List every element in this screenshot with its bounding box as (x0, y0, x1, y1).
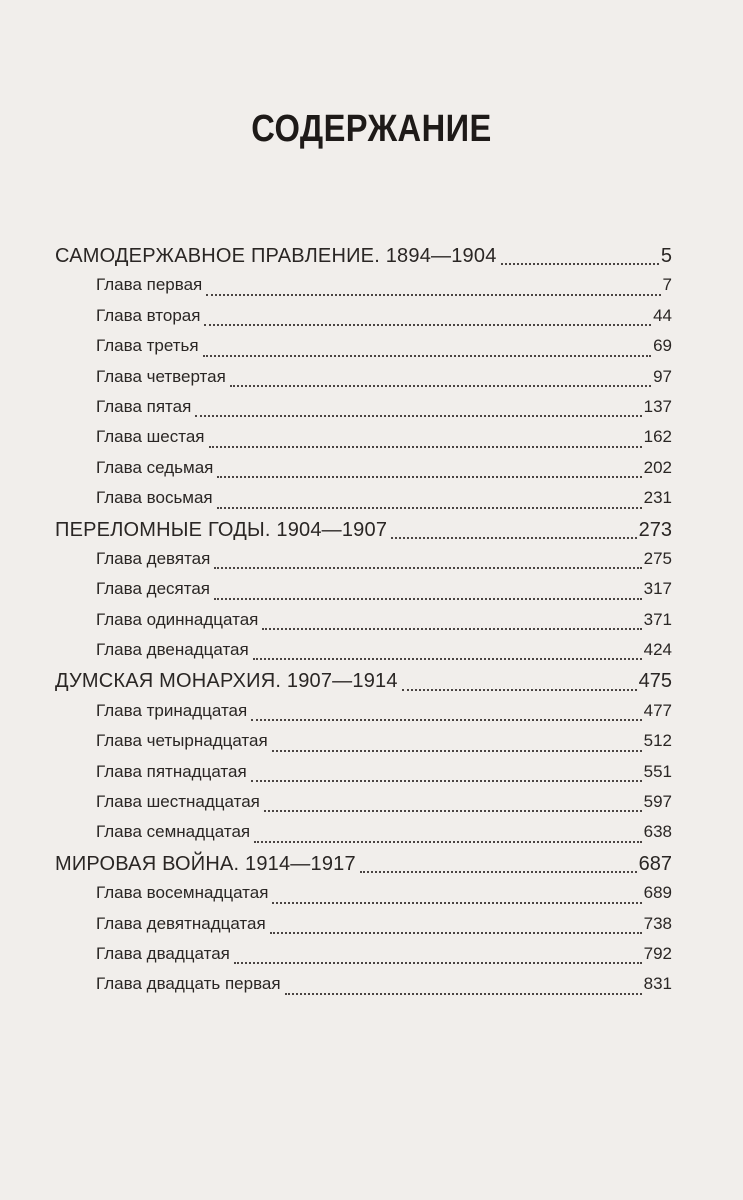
toc-chapter-title: Глава пятнадцатая (96, 761, 247, 781)
toc-chapter-title: Глава двадцатая (96, 943, 230, 963)
toc-chapter[interactable] (55, 397, 672, 427)
toc-chapter[interactable] (55, 336, 672, 366)
toc-chapter-title: Глава шестнадцатая (96, 792, 260, 812)
toc-chapter[interactable] (55, 488, 672, 518)
toc-chapter-title: Глава десятая (96, 579, 210, 599)
toc-page-number: 137 (643, 396, 672, 416)
toc-section-title: ДУМСКАЯ МОНАРХИЯ. 1907—1914 (55, 670, 398, 693)
toc-chapter-title: Глава третья (96, 336, 199, 356)
toc-section[interactable] (55, 670, 672, 700)
toc-chapter-title: Глава двадцать первая (96, 974, 281, 994)
dot-leader (402, 689, 637, 691)
toc-page-number: 792 (643, 943, 672, 963)
toc-page-number: 202 (643, 457, 672, 477)
toc-chapter[interactable] (55, 701, 672, 731)
toc-page-number: 44 (653, 305, 672, 325)
toc-chapter[interactable] (55, 275, 672, 305)
toc-page-number: 597 (643, 792, 672, 812)
dot-leader (234, 962, 642, 964)
toc-page-number: 738 (643, 913, 672, 933)
toc-chapter[interactable] (55, 427, 672, 457)
toc-chapter-title: Глава девятая (96, 548, 211, 568)
toc-chapter-title: Глава девятнадцатая (96, 913, 266, 933)
toc-page-number: 273 (638, 518, 672, 541)
toc-page-number: 69 (653, 336, 672, 356)
toc-page-number: 475 (638, 670, 672, 693)
dot-leader (251, 780, 642, 782)
toc-page-number: 5 (660, 245, 672, 267)
toc-page-number: 371 (643, 609, 672, 629)
dot-leader (391, 537, 636, 539)
toc-page-number: 551 (643, 761, 672, 781)
dot-leader (272, 902, 641, 904)
toc-chapter[interactable] (55, 914, 672, 944)
toc-page-number: 512 (643, 731, 672, 751)
toc-page-number: 317 (643, 579, 672, 599)
toc-chapter[interactable] (55, 883, 672, 913)
toc-chapter-title: Глава семнадцатая (96, 822, 251, 842)
toc-page-number: 689 (643, 883, 672, 903)
dot-leader (251, 719, 641, 721)
toc-chapter-title: Глава восьмая (96, 488, 213, 508)
toc-page-number: 162 (643, 427, 672, 447)
toc-page-number: 638 (643, 822, 672, 842)
toc-page-number: 477 (643, 700, 672, 720)
toc-chapter[interactable] (55, 306, 672, 336)
dot-leader (214, 598, 642, 600)
page-title: СОДЕРЖАНИЕ (251, 108, 492, 150)
toc-chapter-title: Глава первая (96, 275, 203, 295)
toc-page-number: 687 (638, 852, 672, 875)
dot-leader (204, 324, 651, 326)
toc-page-number: 7 (662, 275, 672, 295)
toc-chapter-title: Глава пятая (96, 396, 192, 416)
toc-chapter[interactable] (55, 579, 672, 609)
toc-chapter[interactable] (55, 974, 672, 1004)
toc-chapter-title: Глава шестая (96, 427, 205, 447)
toc-chapter[interactable] (55, 610, 672, 640)
toc-page-number: 275 (643, 548, 672, 568)
toc-chapter-title: Глава четырнадцатая (96, 731, 268, 751)
dot-leader (501, 263, 659, 265)
toc-chapter[interactable] (55, 762, 672, 792)
toc-page-number: 97 (653, 366, 672, 386)
toc-section[interactable] (55, 245, 672, 275)
dot-leader (270, 932, 642, 934)
dot-leader (264, 810, 642, 812)
toc-chapter-title: Глава седьмая (96, 457, 214, 477)
dot-leader (217, 507, 642, 509)
toc-chapter[interactable] (55, 822, 672, 852)
dot-leader (230, 385, 651, 387)
dot-leader (254, 841, 642, 843)
toc-chapter-title: Глава четвертая (96, 366, 226, 386)
toc-chapter[interactable] (55, 792, 672, 822)
toc-chapter[interactable] (55, 944, 672, 974)
dot-leader (272, 750, 642, 752)
dot-leader (214, 567, 641, 569)
toc-section-title: МИРОВАЯ ВОЙНА. 1914—1917 (55, 852, 356, 875)
dot-leader (206, 294, 660, 296)
dot-leader (195, 415, 641, 417)
toc-section-title: САМОДЕРЖАВНОЕ ПРАВЛЕНИЕ. 1894—1904 (55, 245, 497, 267)
toc-chapter-title: Глава вторая (96, 305, 201, 325)
toc-page-number: 231 (643, 488, 672, 508)
dot-leader (209, 446, 642, 448)
toc-chapter[interactable] (55, 367, 672, 397)
toc-chapter-title: Глава двенадцатая (96, 640, 249, 660)
dot-leader (203, 355, 651, 357)
dot-leader (360, 871, 637, 873)
table-of-contents (55, 245, 672, 1005)
dot-leader (253, 658, 642, 660)
toc-chapter[interactable] (55, 640, 672, 670)
dot-leader (285, 993, 642, 995)
toc-chapter-title: Глава восемнадцатая (96, 883, 269, 903)
toc-chapter-title: Глава тринадцатая (96, 700, 248, 720)
dot-leader (262, 628, 641, 630)
dot-leader (217, 476, 641, 478)
toc-section[interactable] (55, 853, 672, 883)
toc-chapter[interactable] (55, 549, 672, 579)
toc-chapter[interactable] (55, 458, 672, 488)
toc-chapter-title: Глава одиннадцатая (96, 609, 259, 629)
toc-section-title: ПЕРЕЛОМНЫЕ ГОДЫ. 1904—1907 (55, 518, 388, 541)
toc-page-number: 831 (643, 974, 672, 994)
toc-chapter[interactable] (55, 731, 672, 761)
toc-page-number: 424 (643, 640, 672, 660)
toc-section[interactable] (55, 519, 672, 549)
